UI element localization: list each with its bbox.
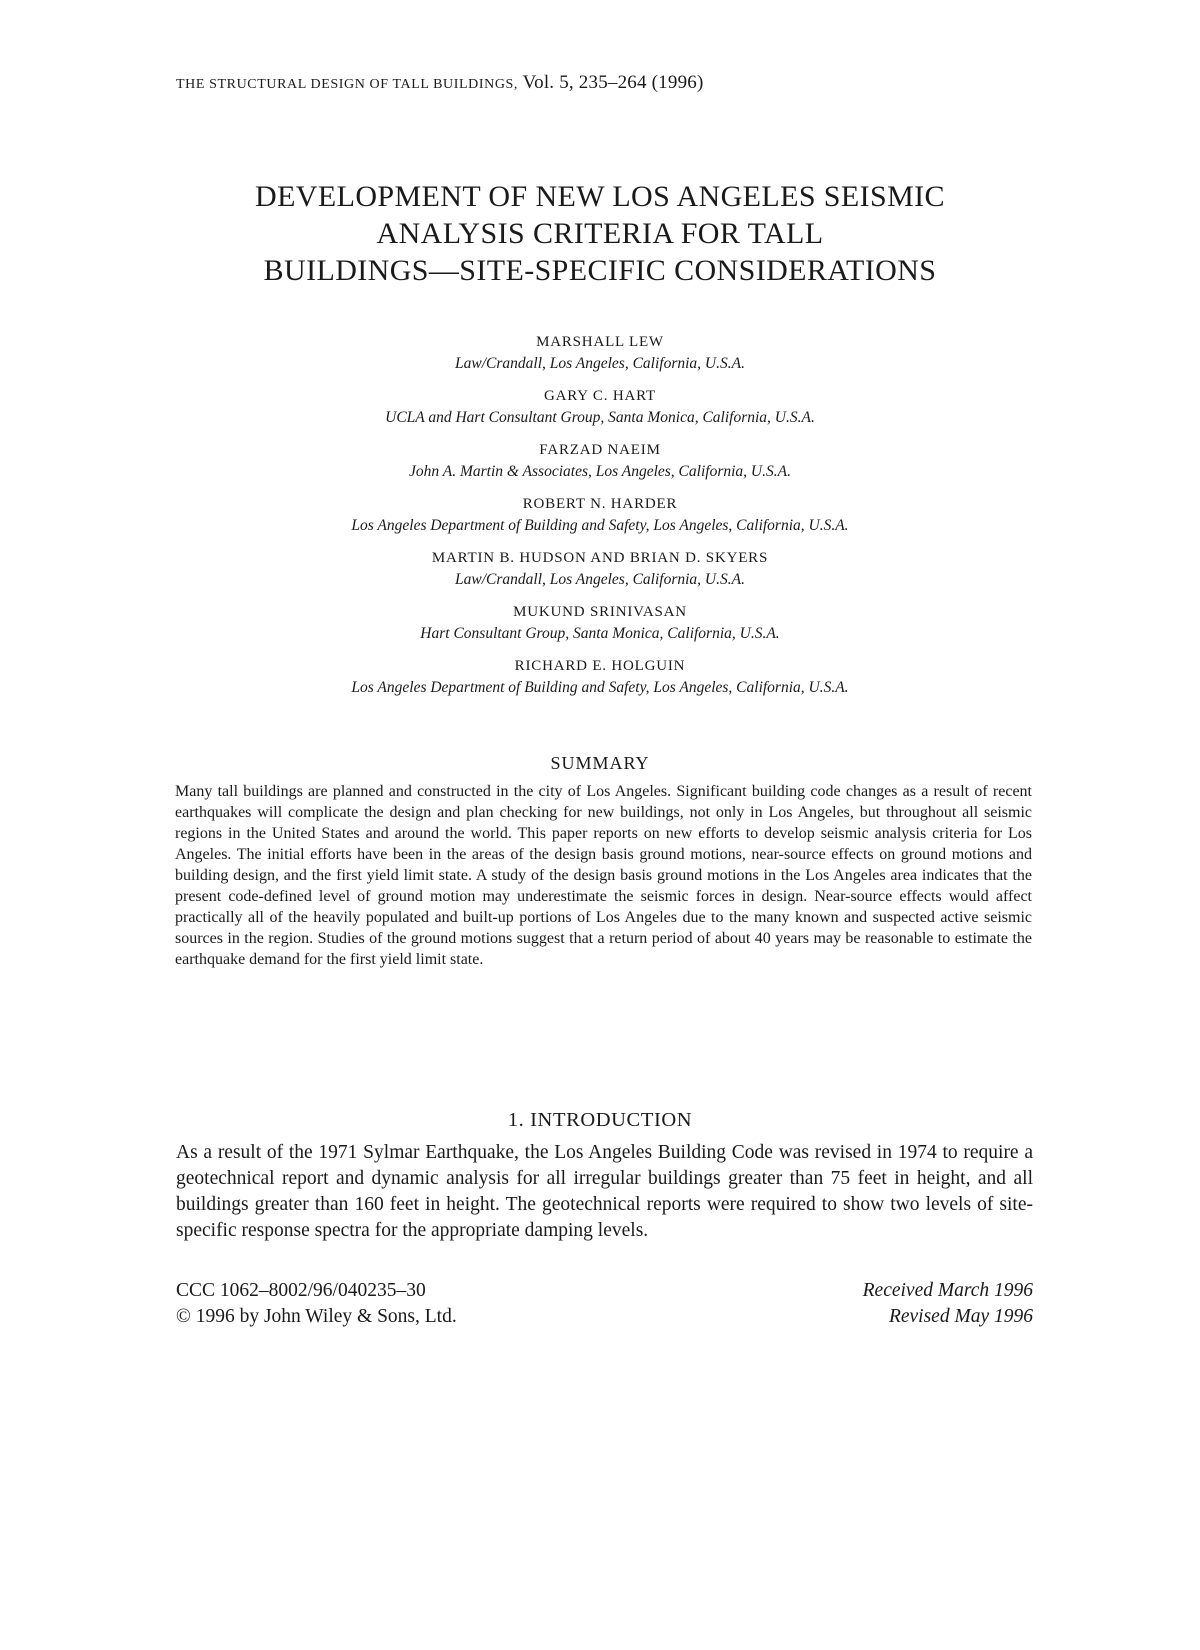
author-entry bbox=[150, 331, 1050, 375]
author-affiliation: Los Angeles Department of Building and Safety, Los Angeles, California, U.S.A. bbox=[351, 517, 849, 534]
summary-heading: SUMMARY bbox=[550, 753, 650, 773]
running-head bbox=[176, 72, 1076, 94]
ccc-code: CCC 1062–8002/96/040235–30 bbox=[176, 1280, 426, 1301]
author-affiliation: UCLA and Hart Consultant Group, Santa Monica, California, U.S.A. bbox=[385, 409, 815, 426]
copyright-notice: © 1996 by John Wiley & Sons, Ltd. bbox=[176, 1306, 457, 1327]
title-line: ANALYSIS CRITERIA FOR TALL bbox=[376, 217, 824, 250]
title-line: DEVELOPMENT OF NEW LOS ANGELES SEISMIC bbox=[255, 180, 945, 213]
title-line: BUILDINGS—SITE-SPECIFIC CONSIDERATIONS bbox=[263, 254, 937, 287]
author-affiliation: Law/Crandall, Los Angeles, California, U.S.A. bbox=[455, 355, 745, 372]
author-entry bbox=[150, 439, 1050, 483]
author-entry bbox=[150, 385, 1050, 429]
revised-date: Revised May 1996 bbox=[888, 1306, 1033, 1327]
author-affiliation: Los Angeles Department of Building and Safety, Los Angeles, California, U.S.A. bbox=[351, 679, 849, 696]
paper-title bbox=[150, 178, 1050, 289]
received-date: Received March 1996 bbox=[862, 1280, 1033, 1301]
author-name: MARTIN B. HUDSON AND BRIAN D. SKYERS bbox=[431, 550, 769, 566]
author-affiliation: Law/Crandall, Los Angeles, California, U.S.A. bbox=[455, 571, 745, 588]
author-entry bbox=[150, 601, 1050, 645]
author-list bbox=[150, 331, 1050, 709]
manuscript-dates bbox=[700, 1278, 1033, 1330]
citation: Vol. 5, 235–264 (1996) bbox=[522, 72, 704, 93]
journal-name: THE STRUCTURAL DESIGN OF TALL BUILDINGS, bbox=[176, 77, 519, 92]
author-affiliation: John A. Martin & Associates, Los Angeles, California, U.S.A. bbox=[409, 463, 791, 480]
introduction-text: As a result of the 1971 Sylmar Earthquake, the Los Angeles Building Code was revised in 1974 to require a geotechnical report and dynamic analysis for all irregular buildings greater than 75 feet in height, and all buildings greater than 160 feet in height. The geotechnical reports were required to show two levels of site-specific response spectra for the appropriate damping levels. bbox=[176, 1142, 1033, 1241]
introduction-heading: 1. INTRODUCTION bbox=[507, 1109, 693, 1131]
author-name: RICHARD E. HOLGUIN bbox=[514, 658, 686, 674]
author-name: FARZAD NAEIM bbox=[539, 442, 661, 458]
publication-info bbox=[176, 1278, 676, 1330]
author-name: MUKUND SRINIVASAN bbox=[513, 604, 687, 620]
author-entry bbox=[150, 547, 1050, 591]
author-name: ROBERT N. HARDER bbox=[522, 496, 678, 512]
summary-text: Many tall buildings are planned and constructed in the city of Los Angeles. Significant building code changes as a result of recent earthquakes will complicate the design and plan checking for new buildings, not only in Los Angeles, but throughout all seismic regions in the United States and around the world. This paper reports on new efforts to develop seismic analysis criteria for Los Angeles. The initial efforts have been in the areas of the design basis ground motions, near-source effects on ground motions and building design, and the first yield limit state. A study of the design basis ground motions in the Los Angeles area indicates that the present code-defined level of ground motion may underestimate the seismic forces in design. Near-source effects would affect practically all of the heavily populated and built-up portions of Los Angeles due to the many known and suspected active seismic sources in the region. Studies of the ground motions suggest that a return period of about 40 years may be reasonable to estimate the earthquake demand for the first yield limit state. bbox=[175, 783, 1032, 968]
author-name: GARY C. HART bbox=[544, 388, 656, 404]
author-name: MARSHALL LEW bbox=[536, 334, 664, 350]
author-entry bbox=[150, 655, 1050, 699]
author-entry bbox=[150, 493, 1050, 537]
author-affiliation: Hart Consultant Group, Santa Monica, California, U.S.A. bbox=[420, 625, 780, 642]
